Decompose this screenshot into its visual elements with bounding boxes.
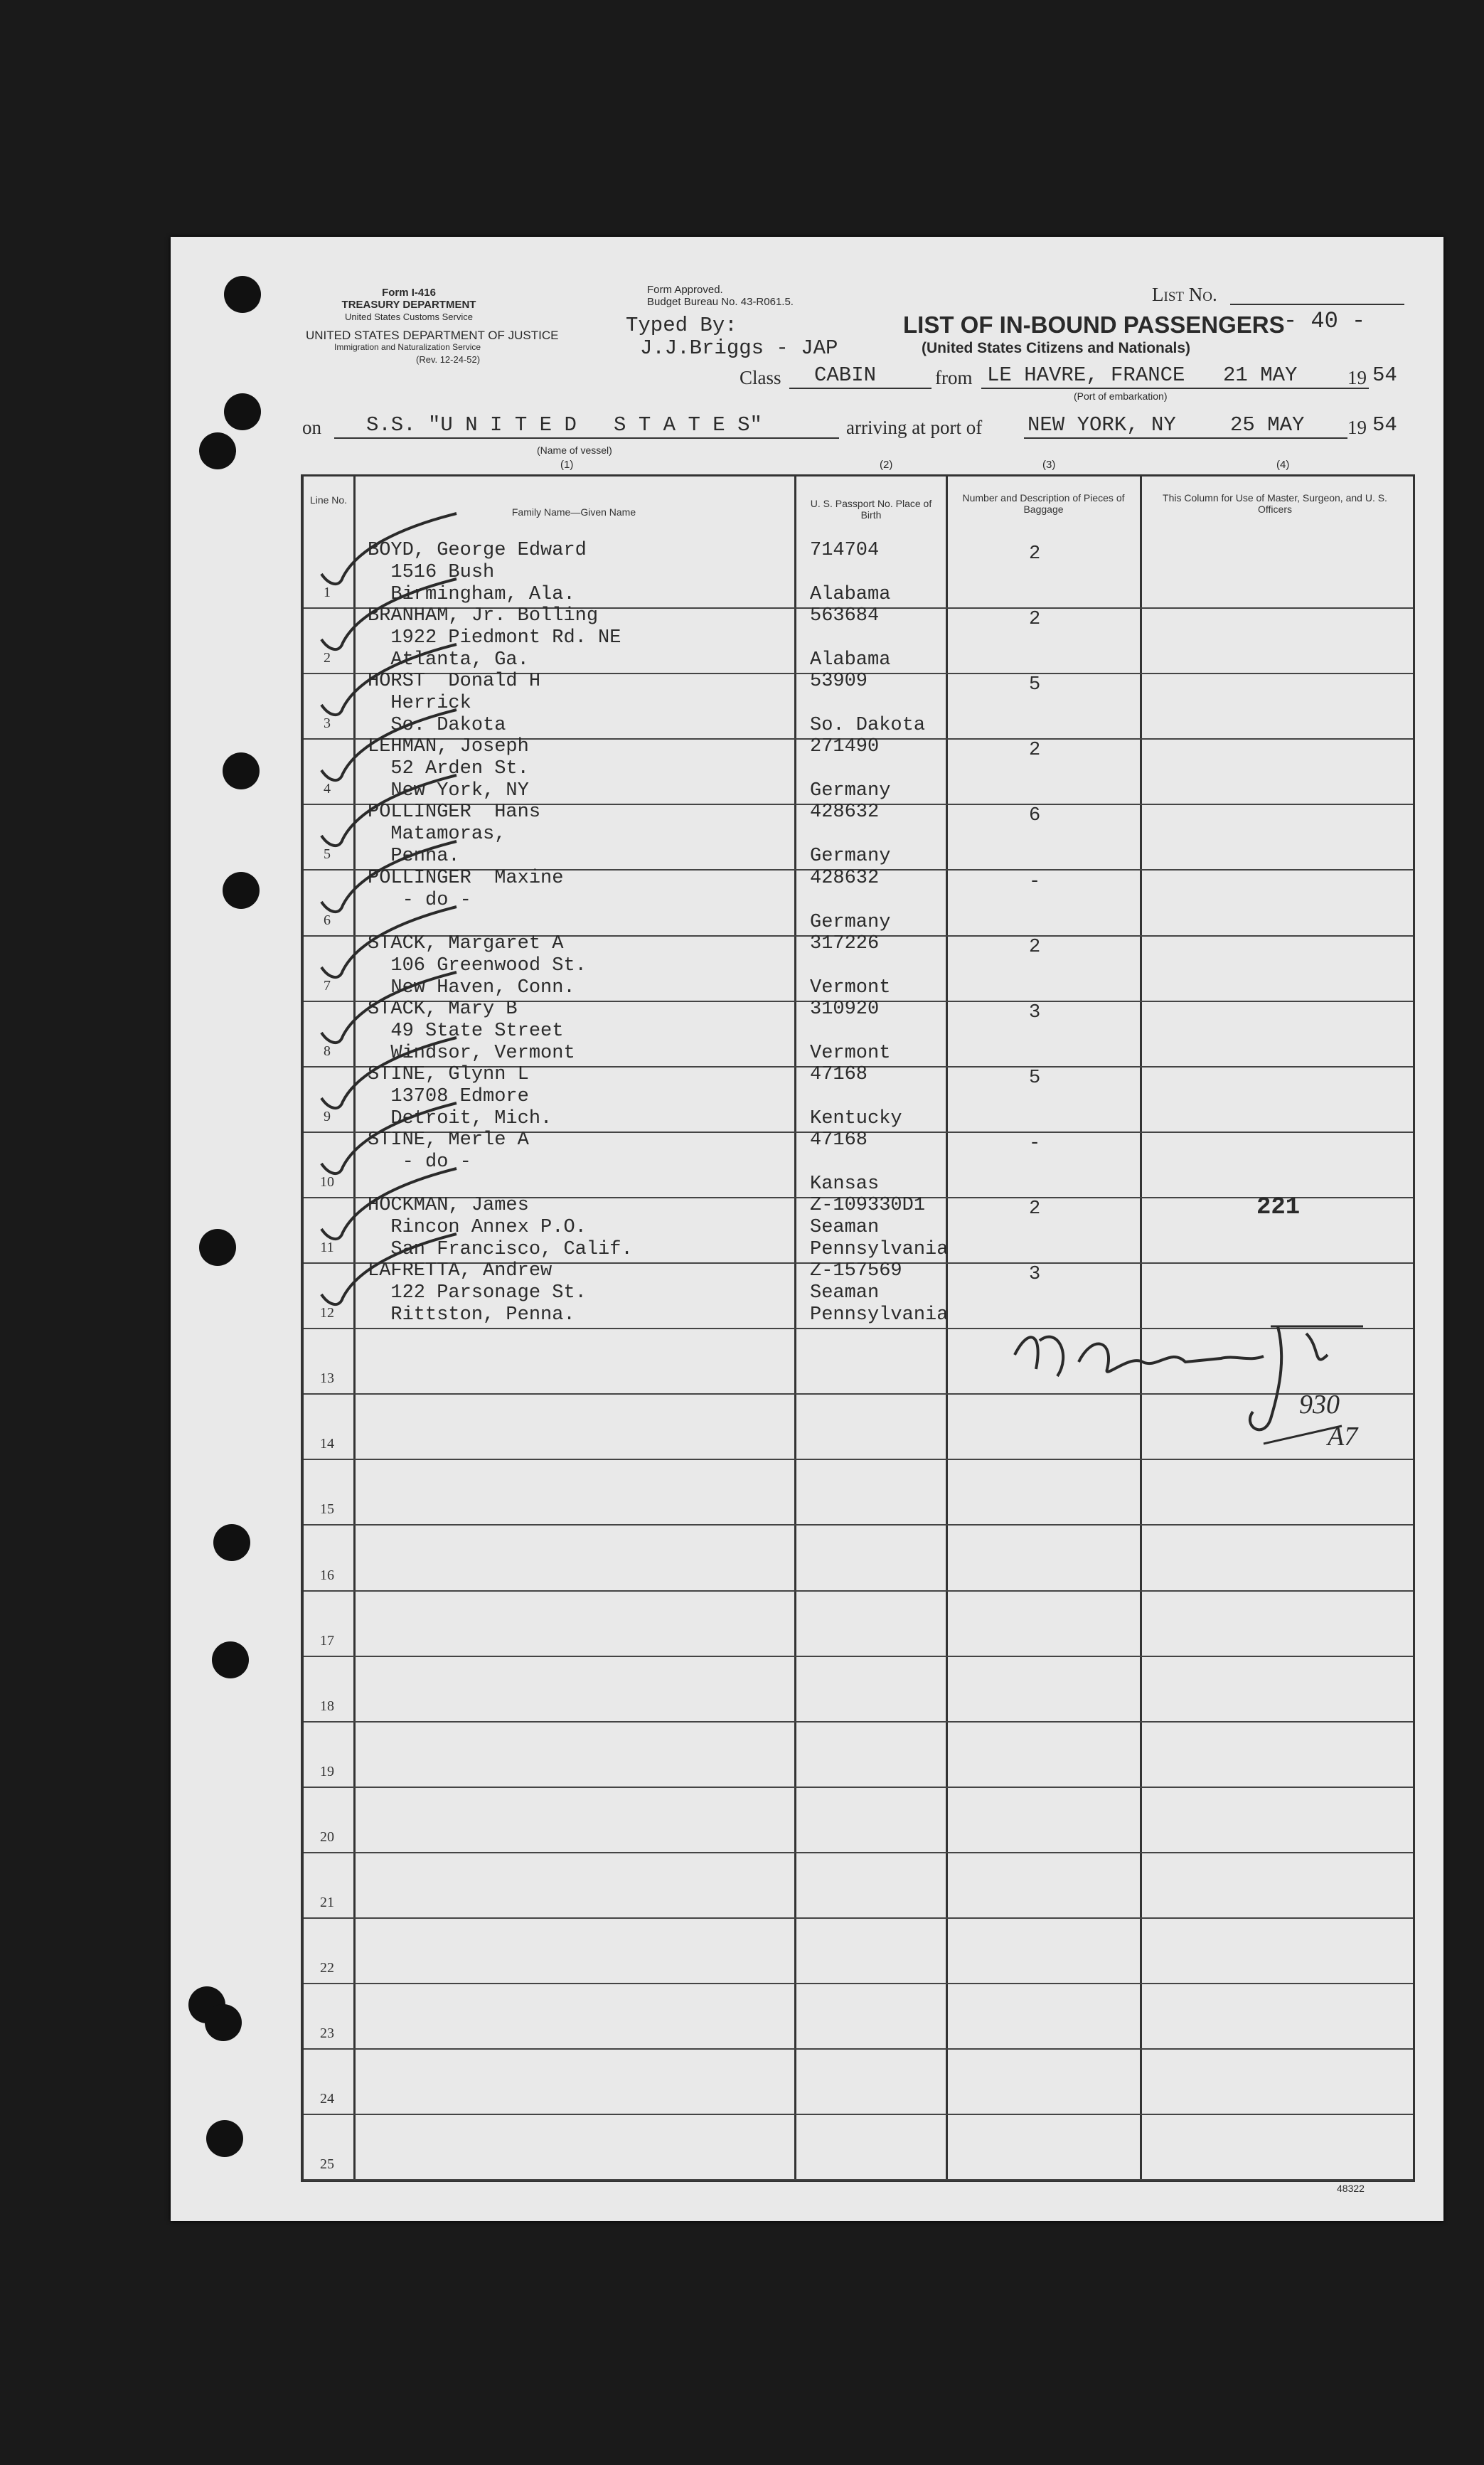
justice-block (306, 329, 647, 366)
list-no-label: List No. (1152, 284, 1217, 305)
justice-dept: UNITED STATES DEPARTMENT OF JUSTICE (306, 329, 559, 342)
vessel-caption: (Name of vessel) (537, 444, 612, 456)
form-id-block (306, 287, 512, 323)
passenger-name: POLLINGER Maxine - do - (368, 867, 564, 911)
baggage-count: 5 (1029, 1067, 1041, 1089)
check-mark (314, 1227, 485, 1319)
table-row (304, 2048, 1413, 2115)
passenger-name: LEHMAN, Joseph 52 Arden St. New York, NY (368, 736, 529, 802)
class-value: CABIN (814, 363, 877, 387)
line-number: 20 (320, 1828, 334, 1845)
baggage-count: - (1029, 871, 1041, 893)
ins-service: Immigration and Naturalization Service (334, 342, 481, 352)
year-depart: 54 (1372, 363, 1397, 387)
year-arrive: 54 (1372, 413, 1397, 437)
line-number: 9 (324, 1108, 331, 1124)
passenger-name: BOYD, George Edward 1516 Bush Birmingham, Ala. (368, 540, 587, 605)
punch-hole (224, 393, 261, 430)
line-number: 16 (320, 1567, 334, 1583)
col-header-name: Family Name—Given Name (511, 506, 636, 518)
passenger-name: LAFRETTA, Andrew 122 Parsonage St. Rittston, Penna. (368, 1260, 587, 1326)
table-row (304, 1852, 1413, 1919)
baggage-count: 5 (1029, 674, 1041, 696)
baggage-count: 3 (1029, 1264, 1041, 1286)
arriving-label: arriving at port of (846, 417, 983, 438)
line-number: 2 (324, 650, 331, 666)
passenger-name: HOCKMAN, James Rincon Annex P.O. San Francisco, Calif. (368, 1195, 633, 1260)
passenger-name: STINE, Merle A - do - (368, 1129, 529, 1173)
line-number: 11 (320, 1240, 334, 1255)
passport-birthplace: 47168 Kentucky (810, 1063, 902, 1129)
annotation-initials: 930 (1299, 1390, 1340, 1420)
line-number: 17 (320, 1632, 334, 1649)
col-header-baggage: Number and Description of Pieces of Baggage (962, 492, 1125, 515)
officer-note: 221 (1256, 1194, 1301, 1221)
col-header-line: Line No. (309, 494, 348, 506)
passenger-name: STINE, Glynn L 13708 Edmore Detroit, Mich. (368, 1063, 553, 1129)
form-approved: Form Approved. (647, 284, 723, 296)
port-arrival: NEW YORK, NY (1027, 413, 1176, 437)
line-number: 21 (320, 1895, 334, 1910)
line-number: 5 (324, 846, 331, 863)
baggage-count: 2 (1029, 740, 1041, 762)
passport-birthplace: 428632 Germany (810, 802, 891, 868)
line-number: 25 (320, 2156, 334, 2173)
year-prefix-arrive: 19 (1347, 417, 1367, 438)
line-number: 3 (324, 715, 331, 732)
baggage-count: 2 (1029, 1198, 1041, 1220)
line-number: 8 (324, 1043, 331, 1059)
vessel-line (334, 437, 839, 439)
table-row (304, 1983, 1413, 2050)
line-number: 18 (320, 1698, 334, 1714)
typed-by: J.J.Briggs - JAP (640, 336, 838, 360)
approval-block (647, 284, 794, 308)
passenger-name: POLLINGER Hans Matamoras, Penna. (368, 802, 541, 868)
passport-birthplace: 271490 Germany (810, 736, 891, 802)
punch-hole (199, 1229, 236, 1266)
list-no: - 40 - (1283, 308, 1366, 334)
depart-date: 21 MAY (1223, 363, 1298, 387)
budget-bureau: Budget Bureau No. 43-R061.5. (647, 296, 794, 308)
col-num-2: (2) (880, 459, 893, 471)
baggage-count: 2 (1029, 609, 1041, 631)
passport-birthplace: 714704 Alabama (810, 540, 891, 605)
punch-hole (213, 1524, 250, 1561)
baggage-count: 3 (1029, 1001, 1041, 1023)
form-code: 48322 (1337, 2183, 1365, 2194)
class-line (789, 388, 931, 389)
table-row (304, 1721, 1413, 1788)
typed-by-label: Typed By: (626, 314, 737, 337)
col-num-4: (4) (1276, 459, 1290, 471)
punch-hole (223, 752, 260, 789)
passport-birthplace: 317226 Vermont (810, 932, 891, 999)
on-label: on (302, 417, 321, 438)
port-embarkation: LE HAVRE, FRANCE (987, 363, 1185, 387)
table-row (304, 1917, 1413, 1984)
punch-hole (206, 2120, 243, 2157)
passenger-table (301, 474, 1415, 2182)
passport-birthplace: Z-157569 Seaman Pennsylvania (810, 1260, 949, 1326)
table-row (304, 1525, 1413, 1592)
line-number: 22 (320, 1960, 334, 1976)
line-number: 23 (320, 2025, 334, 2042)
col-header-passport: U. S. Passport No. Place of Birth (810, 498, 932, 521)
class-label: Class (740, 367, 781, 388)
line-number: 4 (324, 781, 331, 797)
annotation-code: A7 (1328, 1422, 1358, 1452)
baggage-count: 6 (1029, 805, 1041, 827)
department: TREASURY DEPARTMENT (341, 299, 476, 311)
passport-birthplace: Z-109330D1 Seaman Pennsylvania (810, 1195, 949, 1260)
year-prefix-depart: 19 (1347, 367, 1367, 388)
table-row (304, 1787, 1413, 1853)
col-num-3: (3) (1042, 459, 1056, 471)
line-number: 1 (324, 585, 331, 600)
customs-service: United States Customs Service (345, 312, 473, 322)
passenger-name: STACK, Mary B 49 State Street Windsor, Vermont (368, 998, 575, 1064)
col-header-officers: This Column for Use of Master, Surgeon, and U. S. Officers (1163, 492, 1387, 515)
line-number: 19 (320, 1763, 334, 1779)
passenger-name: HORST Donald H Herrick So. Dakota (368, 671, 541, 737)
passport-birthplace: 563684 Alabama (810, 605, 891, 671)
baggage-count: 2 (1029, 543, 1041, 565)
punch-hole (199, 432, 236, 469)
punch-hole (205, 2004, 242, 2041)
arrival-line (1024, 437, 1347, 439)
punch-hole (212, 1641, 249, 1678)
page-title: LIST OF IN-BOUND PASSENGERS (903, 312, 1285, 338)
passport-birthplace: 310920 Vermont (810, 998, 891, 1064)
baggage-count: - (1029, 1132, 1041, 1154)
punch-hole (224, 276, 261, 313)
revision: (Rev. 12-24-52) (416, 354, 481, 365)
punch-hole (223, 872, 260, 909)
line-number: 15 (320, 1501, 334, 1518)
line-number: 6 (324, 912, 331, 928)
baggage-count: 2 (1029, 936, 1041, 958)
page-subtitle: (United States Citizens and Nationals) (922, 340, 1191, 356)
line-number: 12 (320, 1305, 334, 1321)
line-number: 24 (320, 2091, 334, 2107)
passport-birthplace: 47168 Kansas (810, 1129, 880, 1195)
col-num-1: (1) (560, 459, 574, 471)
table-row (304, 1590, 1413, 1657)
table-row (304, 2114, 1413, 2181)
passenger-name: BRANHAM, Jr. Bolling 1922 Piedmont Rd. NE Atlanta, Ga. (368, 605, 621, 671)
line-number: 13 (320, 1370, 334, 1387)
table-row (304, 1656, 1413, 1723)
passenger-name: STACK, Margaret A 106 Greenwood St. New Haven, Conn. (368, 932, 587, 999)
from-line (981, 388, 1369, 389)
form-number: Form I-416 (382, 287, 436, 299)
port-embark-caption: (Port of embarkation) (1074, 390, 1168, 402)
from-label: from (935, 367, 973, 388)
line-number: 10 (320, 1173, 334, 1190)
line-number: 7 (324, 977, 331, 994)
list-no-line (1230, 304, 1404, 305)
line-number: 14 (320, 1436, 334, 1452)
passport-birthplace: 428632 Germany (810, 867, 891, 933)
arrival-date: 25 MAY (1230, 413, 1305, 437)
vessel-name: S.S. "U N I T E D S T A T E S" (366, 413, 762, 437)
passport-birthplace: 53909 So. Dakota (810, 671, 926, 737)
